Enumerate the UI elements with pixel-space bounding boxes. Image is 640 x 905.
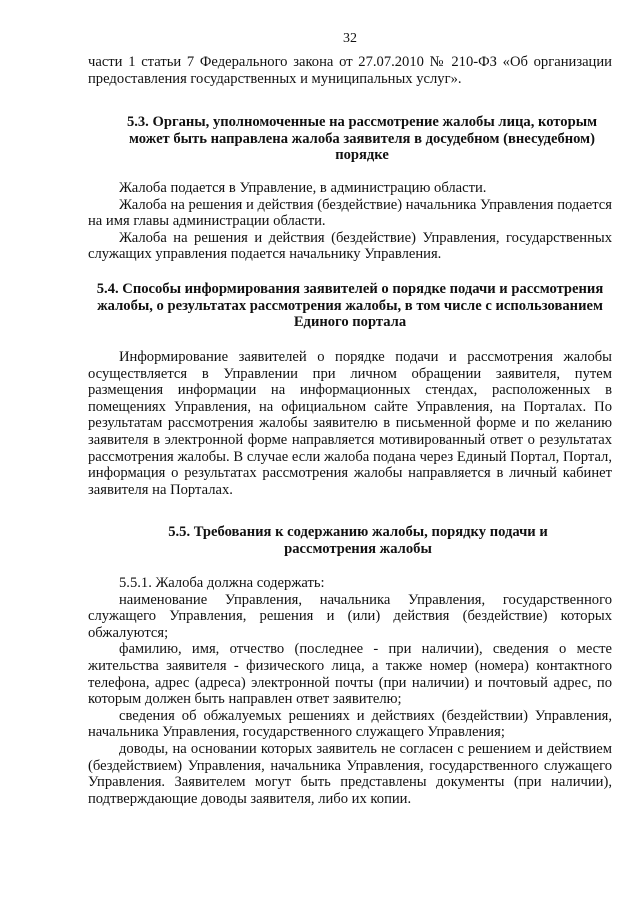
section-5-4-body	[88, 349, 612, 498]
paragraph: фамилию, имя, отчество (последнее - при наличии), сведения о месте жительства заявителя - физического лица, а также номер (номера) контактного телефона, адрес (адреса) электронной почты (при наличии) и почтовый адрес, по которым должен быть направлен ответ заявителю;	[88, 641, 612, 708]
paragraph: доводы, на основании которых заявитель не согласен с решением и действием (бездействием) Управления, начальника Управления, государственного служащего Управления. Заявителем могут быть представлены документы (при наличии), подтверждающие доводы заявителя, либо их копии.	[88, 740, 612, 807]
section-5-5-body	[88, 575, 612, 807]
intro-paragraph: части 1 статьи 7 Федерального закона от 27.07.2010 № 210-ФЗ «Об организации предоставления государственных и муниципальных услуг».	[88, 54, 612, 87]
paragraph: Информирование заявителей о порядке подачи и рассмотрения жалобы осуществляется в Управлении при личном обращении заявителя, путем размещения информации на информационных стендах, расположенных в помещениях Управления, на официальном сайте Управления, на Порталах. По результатам рассмотрения жалобы заявителю в письменной форме и по желанию заявителя в электронной форме направляется мотивированный ответ о результатах рассмотрения жалобы. В случае если жалоба подана через Единый Портал, Портал, информация о результатах рассмотрения жалобы направляется в личный кабинет заявителя на Порталах.	[88, 349, 612, 498]
paragraph: Жалоба подается в Управление, в администрацию области.	[119, 180, 487, 196]
paragraph: 5.5.1. Жалоба должна содержать:	[119, 575, 325, 591]
paragraph: Жалоба на решения и действия (бездействие) Управления, государственных служащих управления подается начальнику Управления.	[88, 229, 612, 263]
section-5-3-heading: 5.3. Органы, уполномоченные на рассмотрение жалобы лица, которым может быть направлена жалоба заявителя в досудебном (внесудебном) порядке	[126, 114, 598, 164]
paragraph: сведения об обжалуемых решениях и действиях (бездействии) Управления, начальника Управления, государственного служащего Управления;	[88, 707, 612, 741]
section-5-4-heading: 5.4. Способы информирования заявителей о порядке подачи и рассмотрения жалобы, о результатах рассмотрения жалобы, в том числе с использованием Единого портала	[96, 281, 604, 331]
paragraph: наименование Управления, начальника Управления, государственного служащего Управления, решения и (или) действия (бездействие) которых обжалуются;	[88, 591, 612, 641]
page-number: 32	[343, 31, 357, 46]
paragraph: Жалоба на решения и действия (бездействие) начальника Управления подается на имя главы администрации области.	[88, 196, 612, 230]
section-5-3-body	[88, 180, 612, 263]
section-5-5-heading: 5.5. Требования к содержанию жалобы, порядку подачи и рассмотрения жалобы	[168, 524, 548, 557]
